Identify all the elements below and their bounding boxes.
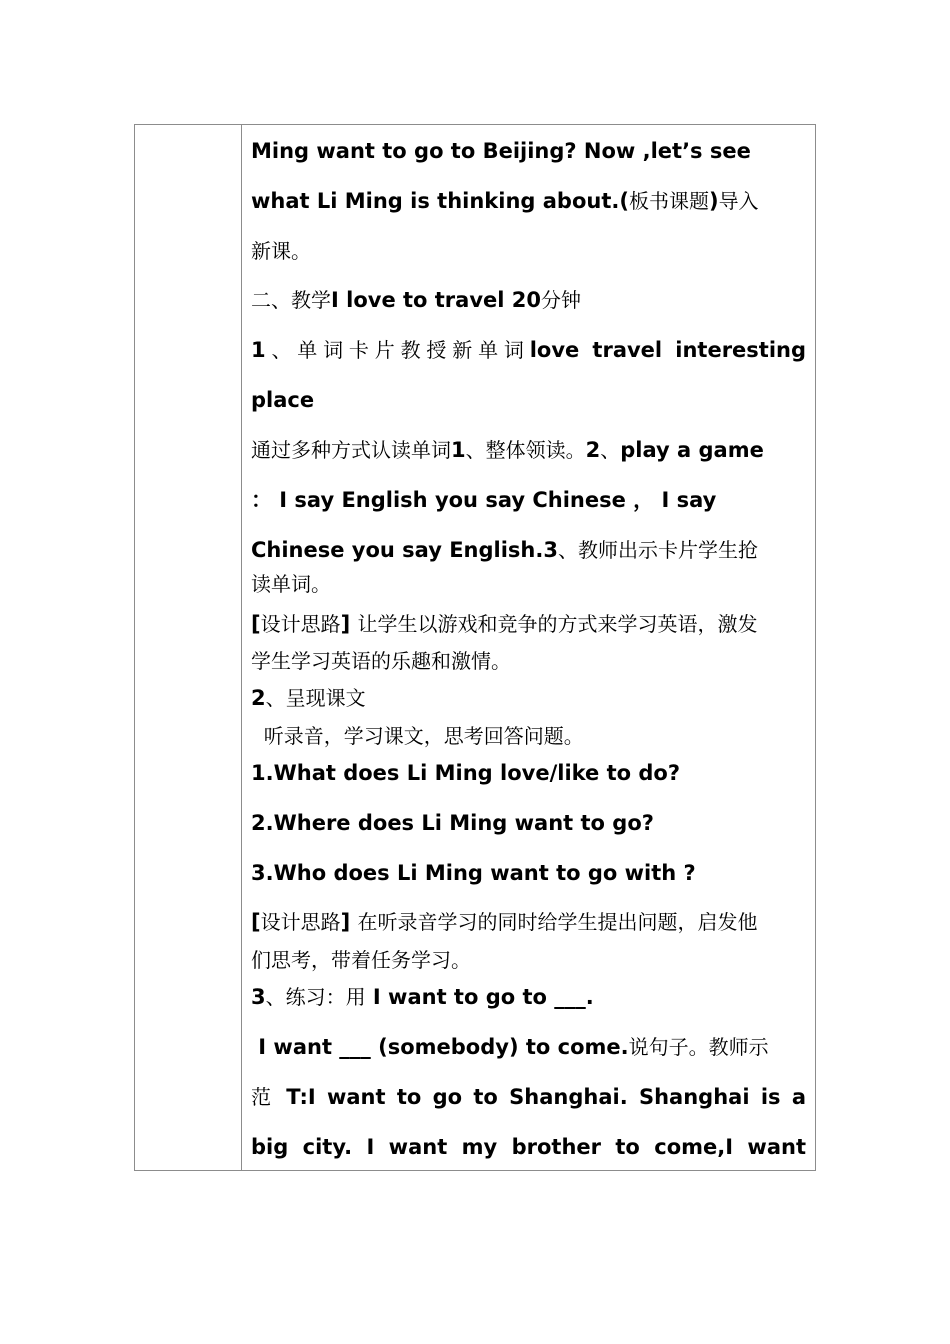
lesson-plan-table [134,124,816,1171]
section-heading: 2、呈现课文 [251,686,366,710]
question-item: 2.Where does Li Ming want to go? [251,811,654,835]
text-line: I want ___ (somebody) to come.说句子。教师示 [251,1035,769,1059]
text-line: ： I say English you say Chinese ， I say [251,488,717,512]
section-heading: 3、练习：用 I want to go to ___. [251,985,594,1009]
text-line: 们思考，带着任务学习。 [251,948,471,972]
text-line: Chinese you say English.3、教师出示卡片学生抢 [251,538,758,562]
text-line: 1、单词卡片教授新单词love travel interesting [251,338,807,362]
text-line: 读单词。 [251,572,331,596]
design-note: [设计思路] 在听录音学习的同时给学生提出问题，启发他 [251,910,758,934]
text-line: what Li Ming is thinking about.(板书课题)导入 [251,189,759,213]
text-line: 通过多种方式认读单词1、整体领读。2、play a game [251,438,764,462]
section-heading: 二、教学I love to travel 20分钟 [251,288,581,312]
text-line: 范 T:I want to go to Shanghai. Shanghai is a [251,1085,806,1109]
text-line: Ming want to go to Beijing? Now ,let’s see [251,139,751,163]
text-line: 学生学习英语的乐趣和激情。 [251,649,511,673]
table-right-column [242,125,815,1170]
text-line: 听录音，学习课文，思考回答问题。 [251,724,584,748]
question-item: 1.What does Li Ming love/like to do? [251,761,681,785]
table-left-column [135,125,242,1170]
design-note: [设计思路] 让学生以游戏和竞争的方式来学习英语，激发 [251,612,758,636]
text-line: 新课。 [251,239,311,263]
question-item: 3.Who does Li Ming want to go with ? [251,861,696,885]
text-line: place [251,388,315,412]
text-line: big city. I want my brother to come,I want [251,1135,806,1159]
